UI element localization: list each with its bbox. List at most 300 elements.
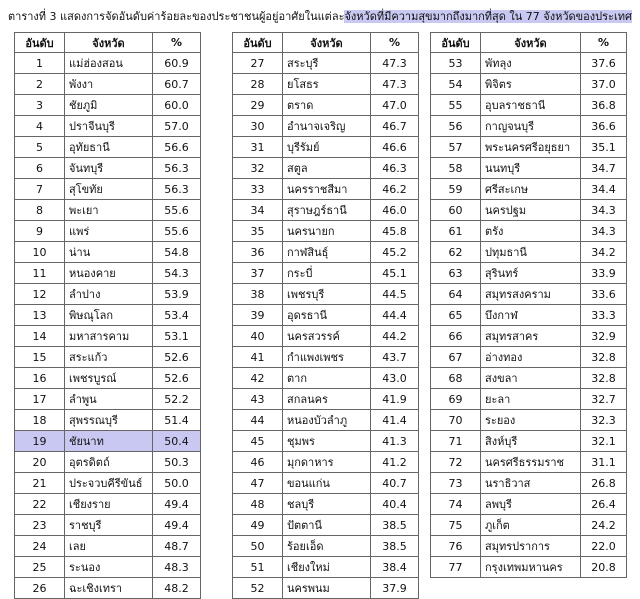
table-row [233,515,419,536]
rank-cell: 36 [233,242,283,263]
rank-cell: 47 [233,473,283,494]
rank-cell: 53 [431,53,481,74]
table-row [15,347,201,368]
rank-cell: 37 [233,263,283,284]
percent-cell: 32.8 [581,368,627,389]
percent-cell: 44.2 [371,326,419,347]
rank-cell: 42 [233,368,283,389]
percent-cell: 60.0 [153,95,201,116]
province-cell: กำแพงเพชร [283,347,371,368]
table-row [15,137,201,158]
percent-header: % [581,33,627,53]
province-cell: กาฬสินธุ์ [283,242,371,263]
rank-cell: 13 [15,305,65,326]
province-cell: ชุมพร [283,431,371,452]
province-cell: พัทลุง [481,53,581,74]
table-row [15,473,201,494]
table-header-row [233,33,419,53]
rank-cell: 8 [15,200,65,221]
province-cell: แพร่ [65,221,153,242]
table-row [15,515,201,536]
province-cell: สมุทรปราการ [481,536,581,557]
rank-cell: 22 [15,494,65,515]
province-cell: เชียงราย [65,494,153,515]
percent-cell: 55.6 [153,221,201,242]
province-cell: อุดรธานี [283,305,371,326]
rank-cell: 60 [431,200,481,221]
table-row [15,368,201,389]
table-row [431,557,627,578]
percent-cell: 34.7 [581,158,627,179]
table-row [431,473,627,494]
table-row [233,179,419,200]
percent-cell: 45.8 [371,221,419,242]
province-cell: ยะลา [481,389,581,410]
rank-cell: 35 [233,221,283,242]
percent-cell: 34.3 [581,200,627,221]
table-row [431,389,627,410]
province-cell: แม่ฮ่องสอน [65,53,153,74]
province-cell: สุโขทัย [65,179,153,200]
province-cell: บึงกาฬ [481,305,581,326]
percent-cell: 57.0 [153,116,201,137]
percent-cell: 24.2 [581,515,627,536]
table-row [431,368,627,389]
table-row [431,158,627,179]
table-row [233,263,419,284]
rank-cell: 69 [431,389,481,410]
province-cell: พะเยา [65,200,153,221]
province-cell: หนองคาย [65,263,153,284]
table-row [233,158,419,179]
province-cell: ชลบุรี [283,494,371,515]
rank-cell: 1 [15,53,65,74]
table-header-row [431,33,627,53]
province-cell: ยโสธร [283,74,371,95]
table-row [15,494,201,515]
province-cell: ฉะเชิงเทรา [65,578,153,599]
percent-cell: 53.1 [153,326,201,347]
percent-cell: 51.4 [153,410,201,431]
percent-cell: 46.2 [371,179,419,200]
province-cell: พิจิตร [481,74,581,95]
province-cell: อุบลราชธานี [481,95,581,116]
province-cell: พระนครศรีอยุธยา [481,137,581,158]
percent-cell: 46.3 [371,158,419,179]
table-row [233,74,419,95]
province-cell: ตรัง [481,221,581,242]
table-row [431,200,627,221]
percent-cell: 34.2 [581,242,627,263]
table-row [15,389,201,410]
table-row [233,53,419,74]
table-row [15,158,201,179]
province-header: จังหวัด [481,33,581,53]
rank-cell: 21 [15,473,65,494]
table-row [431,326,627,347]
table-row [233,557,419,578]
province-cell: ราชบุรี [65,515,153,536]
rank-cell: 58 [431,158,481,179]
table-row [431,515,627,536]
rank-cell: 33 [233,179,283,200]
percent-cell: 49.4 [153,515,201,536]
rank-cell: 11 [15,263,65,284]
rank-cell: 75 [431,515,481,536]
percent-cell: 50.4 [153,431,201,452]
rank-cell: 7 [15,179,65,200]
table-row [15,536,201,557]
rank-cell: 71 [431,431,481,452]
province-cell: ประจวบคีรีขันธ์ [65,473,153,494]
table-row [431,53,627,74]
table-row [431,74,627,95]
table-row [15,410,201,431]
table-row [431,536,627,557]
province-cell: นครสวรรค์ [283,326,371,347]
ranking-table-2 [232,32,419,599]
rank-cell: 6 [15,158,65,179]
table-row [233,389,419,410]
caption-highlight: จังหวัดที่มีความสุขมากถึงมากที่สุด ใน 77 จังหวัดของประเทศ [344,10,632,23]
rank-cell: 62 [431,242,481,263]
rank-cell: 14 [15,326,65,347]
percent-cell: 55.6 [153,200,201,221]
province-cell: นครนายก [283,221,371,242]
table-header-row [15,33,201,53]
rank-cell: 55 [431,95,481,116]
province-cell: กระบี่ [283,263,371,284]
province-cell: สิงห์บุรี [481,431,581,452]
percent-cell: 41.3 [371,431,419,452]
table-row [431,452,627,473]
percent-cell: 56.3 [153,179,201,200]
province-cell: ชัยนาท [65,431,153,452]
province-cell: สระบุรี [283,53,371,74]
province-cell: ภูเก็ต [481,515,581,536]
province-cell: ตราด [283,95,371,116]
percent-header: % [371,33,419,53]
province-cell: สมุทรสงคราม [481,284,581,305]
percent-cell: 38.4 [371,557,419,578]
percent-cell: 43.7 [371,347,419,368]
table-row [431,95,627,116]
rank-cell: 50 [233,536,283,557]
percent-cell: 38.5 [371,515,419,536]
percent-cell: 34.3 [581,221,627,242]
percent-cell: 56.3 [153,158,201,179]
province-cell: สมุทรสาคร [481,326,581,347]
rank-cell: 57 [431,137,481,158]
rank-cell: 31 [233,137,283,158]
province-cell: เลย [65,536,153,557]
table-row [15,95,201,116]
province-cell: กาญจนบุรี [481,116,581,137]
province-cell: สกลนคร [283,389,371,410]
rank-cell: 20 [15,452,65,473]
rank-cell: 77 [431,557,481,578]
table-row [431,347,627,368]
rank-cell: 52 [233,578,283,599]
table-row [431,284,627,305]
rank-cell: 30 [233,116,283,137]
table-row [233,452,419,473]
percent-cell: 35.1 [581,137,627,158]
percent-cell: 49.4 [153,494,201,515]
percent-cell: 52.6 [153,368,201,389]
rank-cell: 41 [233,347,283,368]
province-cell: นนทบุรี [481,158,581,179]
percent-cell: 53.4 [153,305,201,326]
rank-cell: 34 [233,200,283,221]
rank-header: อันดับ [15,33,65,53]
province-cell: สุราษฎร์ธานี [283,200,371,221]
rank-cell: 39 [233,305,283,326]
rank-cell: 76 [431,536,481,557]
rank-cell: 17 [15,389,65,410]
province-cell: นราธิวาส [481,473,581,494]
province-cell: สระแก้ว [65,347,153,368]
percent-cell: 40.4 [371,494,419,515]
percent-cell: 34.4 [581,179,627,200]
percent-cell: 36.8 [581,95,627,116]
province-cell: อุทัยธานี [65,137,153,158]
table-row [15,242,201,263]
table-row [233,284,419,305]
percent-cell: 32.8 [581,347,627,368]
table-row [233,494,419,515]
table-row [15,179,201,200]
province-cell: ขอนแก่น [283,473,371,494]
rank-cell: 65 [431,305,481,326]
province-cell: กรุงเทพมหานคร [481,557,581,578]
percent-cell: 47.3 [371,53,419,74]
percent-cell: 40.7 [371,473,419,494]
table-row [233,536,419,557]
province-cell: เพชรบูรณ์ [65,368,153,389]
province-header: จังหวัด [65,33,153,53]
province-cell: นครศรีธรรมราช [481,452,581,473]
percent-cell: 45.1 [371,263,419,284]
province-cell: ตาก [283,368,371,389]
province-cell: ระยอง [481,410,581,431]
rank-cell: 44 [233,410,283,431]
province-cell: ร้อยเอ็ด [283,536,371,557]
province-cell: ลำปาง [65,284,153,305]
percent-cell: 60.9 [153,53,201,74]
province-cell: พังงา [65,74,153,95]
table-row [431,116,627,137]
percent-cell: 48.2 [153,578,201,599]
province-cell: ระนอง [65,557,153,578]
table-row [233,347,419,368]
table-row [15,263,201,284]
percent-cell: 60.7 [153,74,201,95]
rank-cell: 46 [233,452,283,473]
rank-cell: 51 [233,557,283,578]
percent-cell: 52.6 [153,347,201,368]
rank-cell: 28 [233,74,283,95]
province-cell: ลำพูน [65,389,153,410]
percent-cell: 31.1 [581,452,627,473]
rank-cell: 12 [15,284,65,305]
province-cell: น่าน [65,242,153,263]
percent-cell: 33.3 [581,305,627,326]
table-row [233,221,419,242]
table-row [431,179,627,200]
percent-cell: 32.7 [581,389,627,410]
table-row [15,431,201,452]
rank-cell: 68 [431,368,481,389]
percent-cell: 50.3 [153,452,201,473]
ranking-table-3 [430,32,627,578]
table-row [15,200,201,221]
percent-cell: 37.6 [581,53,627,74]
percent-cell: 33.6 [581,284,627,305]
table-row [15,116,201,137]
rank-cell: 59 [431,179,481,200]
province-cell: ลพบุรี [481,494,581,515]
province-header: จังหวัด [283,33,371,53]
table-row [431,242,627,263]
table-row [431,221,627,242]
percent-cell: 48.3 [153,557,201,578]
table-row [233,326,419,347]
table-row [15,74,201,95]
table-row [233,305,419,326]
percent-cell: 33.9 [581,263,627,284]
percent-cell: 41.9 [371,389,419,410]
percent-cell: 45.2 [371,242,419,263]
province-cell: เพชรบุรี [283,284,371,305]
percent-cell: 41.4 [371,410,419,431]
percent-cell: 54.3 [153,263,201,284]
rank-header: อันดับ [431,33,481,53]
percent-cell: 47.0 [371,95,419,116]
rank-header: อันดับ [233,33,283,53]
table-row [15,221,201,242]
table-row [431,305,627,326]
rank-cell: 4 [15,116,65,137]
percent-cell: 37.0 [581,74,627,95]
table-row [15,305,201,326]
table-row [233,578,419,599]
province-cell: สงขลา [481,368,581,389]
rank-cell: 67 [431,347,481,368]
rank-cell: 40 [233,326,283,347]
percent-cell: 20.8 [581,557,627,578]
percent-cell: 32.9 [581,326,627,347]
rank-cell: 66 [431,326,481,347]
rank-cell: 48 [233,494,283,515]
percent-cell: 32.3 [581,410,627,431]
rank-cell: 45 [233,431,283,452]
table-row [431,263,627,284]
rank-cell: 70 [431,410,481,431]
table-row [15,452,201,473]
table-row [233,137,419,158]
percent-cell: 50.0 [153,473,201,494]
table-row [431,494,627,515]
rank-cell: 10 [15,242,65,263]
rank-cell: 3 [15,95,65,116]
province-cell: มหาสารคาม [65,326,153,347]
percent-cell: 36.6 [581,116,627,137]
table-row [233,368,419,389]
province-cell: ปทุมธานี [481,242,581,263]
rank-cell: 56 [431,116,481,137]
province-cell: บุรีรัมย์ [283,137,371,158]
table-row [233,431,419,452]
rank-cell: 54 [431,74,481,95]
rank-cell: 24 [15,536,65,557]
rank-cell: 27 [233,53,283,74]
province-cell: มุกดาหาร [283,452,371,473]
percent-cell: 38.5 [371,536,419,557]
percent-cell: 44.5 [371,284,419,305]
rank-cell: 26 [15,578,65,599]
province-cell: สตูล [283,158,371,179]
table-row [431,431,627,452]
percent-cell: 48.7 [153,536,201,557]
percent-cell: 43.0 [371,368,419,389]
province-cell: นครปฐม [481,200,581,221]
table-row [15,284,201,305]
percent-cell: 53.9 [153,284,201,305]
table-row [15,557,201,578]
percent-cell: 52.2 [153,389,201,410]
province-cell: สุรินทร์ [481,263,581,284]
table-row [233,116,419,137]
ranking-table-1 [14,32,201,599]
rank-cell: 49 [233,515,283,536]
province-cell: เชียงใหม่ [283,557,371,578]
table-row [15,578,201,599]
province-cell: จันทบุรี [65,158,153,179]
rank-cell: 23 [15,515,65,536]
rank-cell: 73 [431,473,481,494]
rank-cell: 18 [15,410,65,431]
rank-cell: 61 [431,221,481,242]
percent-header: % [153,33,201,53]
rank-cell: 29 [233,95,283,116]
province-cell: ปัตตานี [283,515,371,536]
province-cell: ปราจีนบุรี [65,116,153,137]
percent-cell: 22.0 [581,536,627,557]
table-row [233,95,419,116]
province-cell: หนองบัวลำภู [283,410,371,431]
percent-cell: 46.0 [371,200,419,221]
table-row [233,242,419,263]
caption-text: ตารางที่ 3 แสดงการจัดอันดับค่าร้อยละของประชาชนผู้อยู่อาศัยในแต่ละ [8,10,345,23]
percent-cell: 44.4 [371,305,419,326]
rank-cell: 43 [233,389,283,410]
table-caption [8,8,632,26]
percent-cell: 41.2 [371,452,419,473]
percent-cell: 32.1 [581,431,627,452]
province-cell: อุตรดิตถ์ [65,452,153,473]
rank-cell: 15 [15,347,65,368]
rank-cell: 38 [233,284,283,305]
rank-cell: 64 [431,284,481,305]
rank-cell: 5 [15,137,65,158]
rank-cell: 63 [431,263,481,284]
rank-cell: 74 [431,494,481,515]
province-cell: สุพรรณบุรี [65,410,153,431]
rank-cell: 19 [15,431,65,452]
percent-cell: 26.4 [581,494,627,515]
percent-cell: 47.3 [371,74,419,95]
